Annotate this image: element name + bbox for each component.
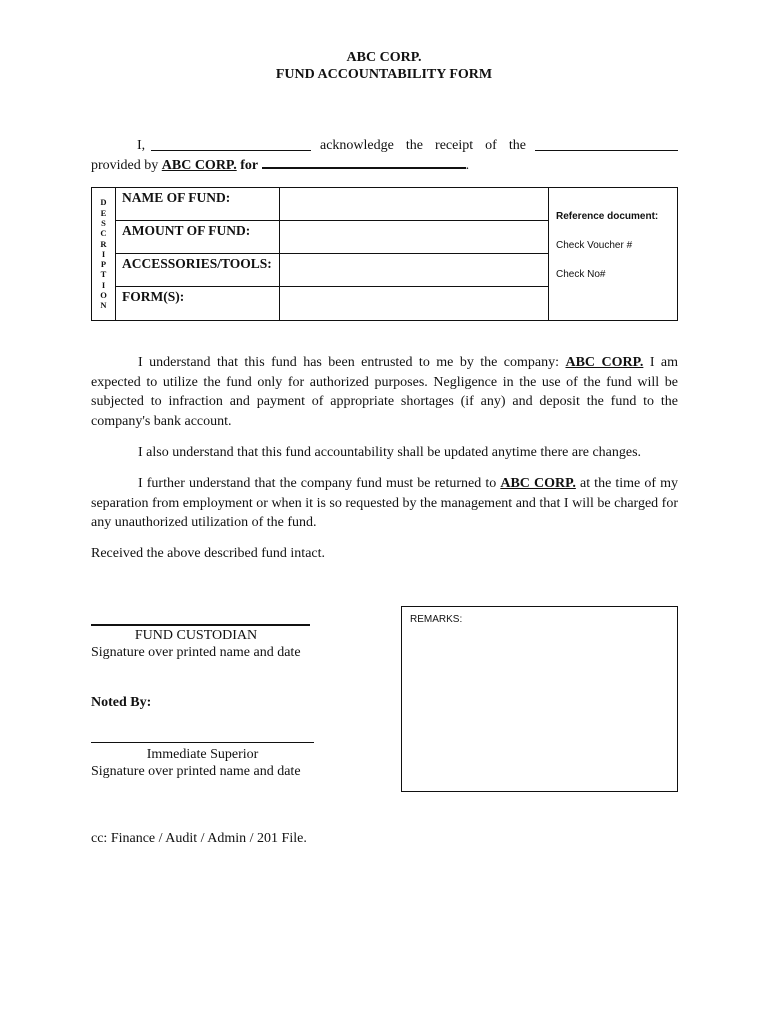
paragraph-entrusted (91, 353, 678, 431)
ack-for: for (240, 158, 259, 173)
name-of-fund-label: NAME OF FUND: (122, 190, 231, 205)
check-voucher-label: Check Voucher # (556, 240, 633, 251)
p3-text-before: I further understand that the company fund must be returned to (138, 476, 497, 491)
acknowledgment-line-2 (91, 155, 678, 174)
recipient-name-blank[interactable] (151, 138, 311, 151)
paragraph-return (91, 474, 678, 533)
vertical-letter: D (100, 197, 107, 208)
remarks-label: REMARKS: (410, 614, 463, 625)
purpose-blank[interactable] (262, 155, 466, 169)
remarks-box[interactable] (401, 606, 678, 792)
amount-of-fund-label: AMOUNT OF FUND: (122, 223, 251, 238)
cc-distribution: cc: Finance / Audit / Admin / 201 File. (91, 831, 307, 846)
vertical-letter: I (101, 279, 106, 290)
amount-of-fund-field[interactable] (279, 221, 548, 254)
p3-company: ABC CORP. (500, 476, 576, 491)
vertical-letter: I (101, 248, 106, 259)
p1-text-after: I am expected to utilize the fund only for authorized purposes. Negligence in the use of the fund will be subjected to infraction and payment of appropriate shortages (if any) and deposit the fund to the company's bank account. (91, 355, 679, 429)
ack-company: ABC CORP. (161, 158, 237, 173)
reference-document-title: Reference document: (556, 211, 659, 222)
vertical-letter: E (100, 207, 107, 218)
vertical-letter: S (101, 217, 106, 228)
description-table (91, 187, 678, 321)
superior-title: Immediate Superior (146, 747, 259, 762)
accessories-tools-label: ACCESSORIES/TOOLS: (122, 256, 272, 271)
forms-label: FORM(S): (122, 289, 185, 304)
vertical-letter: P (100, 259, 107, 270)
p3-text-after: at the time of my separation from employment or when it is so requested by the management and that I will be charged for any unauthorized utilization of the fund. (91, 476, 679, 530)
vertical-letter: O (100, 290, 107, 301)
superior-signature-line[interactable] (91, 742, 314, 743)
accessories-tools-field[interactable] (279, 254, 548, 287)
vertical-letter: R (100, 238, 107, 249)
form-title: FUND ACCOUNTABILITY FORM (275, 67, 493, 82)
custodian-caption: Signature over printed name and date (91, 645, 301, 660)
ack-provided-by: provided by (91, 158, 159, 173)
forms-field[interactable] (279, 287, 548, 320)
description-vertical-label (92, 188, 116, 320)
paragraph-received: Received the above described fund intact. (91, 546, 326, 561)
superior-caption: Signature over printed name and date (91, 764, 301, 779)
p1-company: ABC CORP. (565, 355, 644, 370)
check-no-label: Check No# (556, 269, 606, 280)
vertical-letter: N (100, 300, 107, 311)
ack-pronoun: I, (137, 138, 146, 153)
ack-period: . (465, 158, 470, 173)
vertical-letter: T (100, 269, 107, 280)
custodian-title: FUND CUSTODIAN (134, 628, 258, 643)
paragraph-updates: I also understand that this fund accountability shall be updated anytime there are changes. (138, 445, 642, 460)
vertical-letter: C (100, 228, 107, 239)
p1-text-before: I understand that this fund has been entrusted to me by the company: (138, 355, 560, 370)
company-name: ABC CORP. (346, 50, 422, 65)
reference-document-panel (548, 188, 677, 320)
ack-middle-text: acknowledge the receipt of the (320, 138, 526, 153)
noted-by-label: Noted By: (91, 695, 152, 710)
fund-item-blank[interactable] (535, 138, 678, 151)
name-of-fund-field[interactable] (279, 188, 548, 221)
